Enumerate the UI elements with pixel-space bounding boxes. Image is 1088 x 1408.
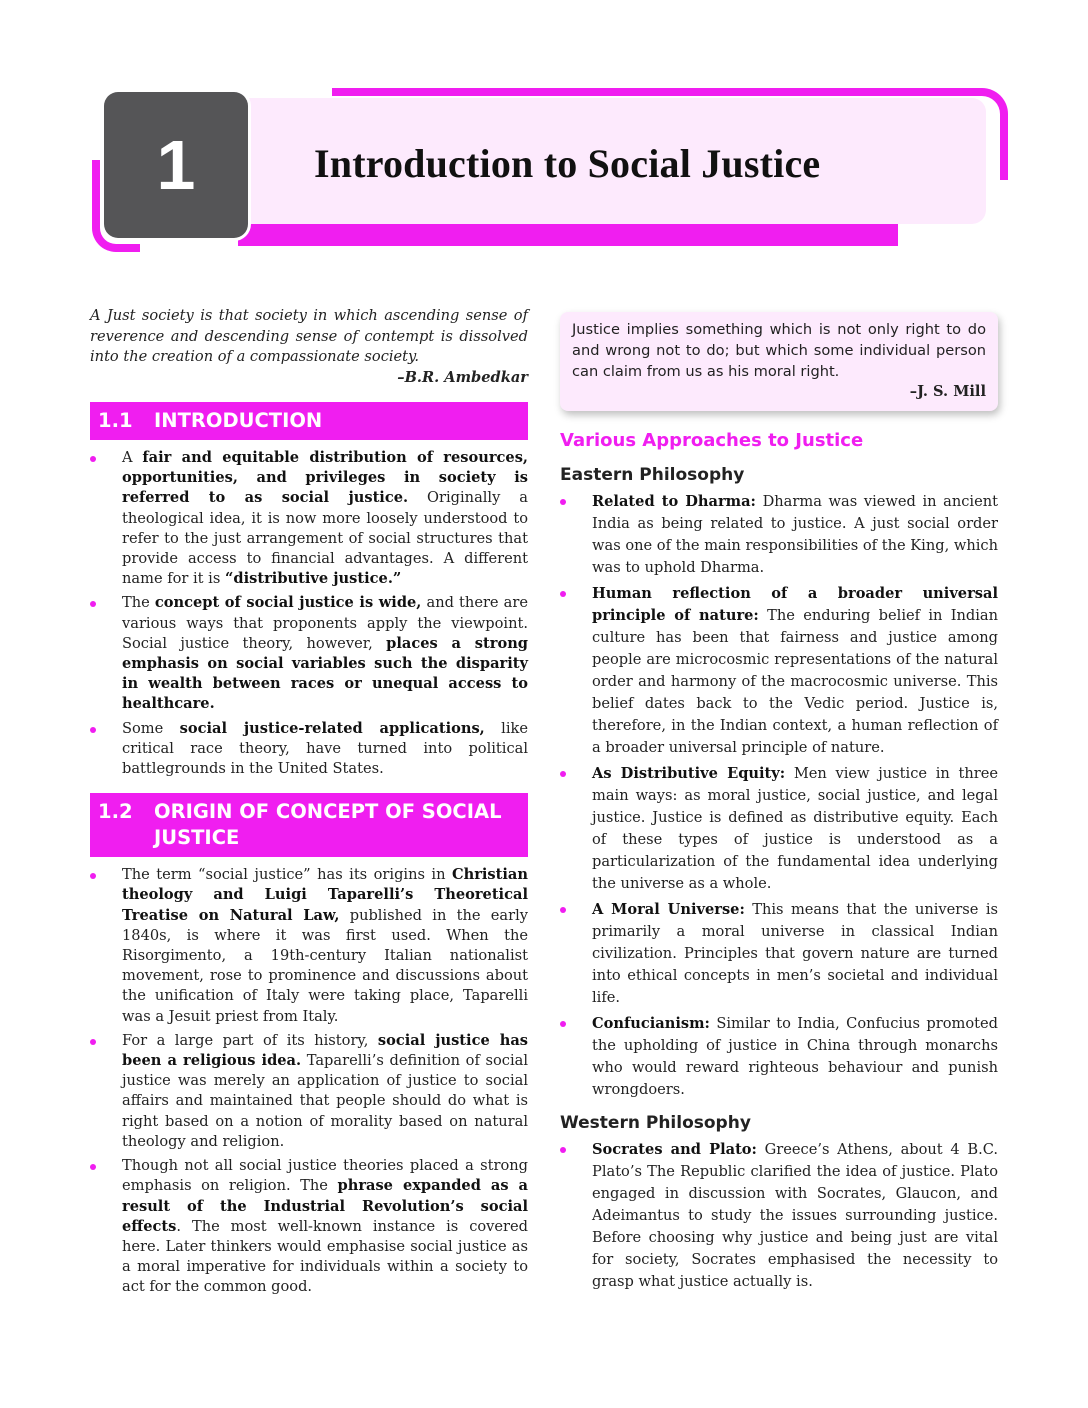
eastern-philosophy-list: [560, 491, 998, 1101]
bullet-dot-icon: [560, 1021, 566, 1027]
bullet-dot-icon: [90, 873, 96, 879]
introduction-list: [90, 448, 528, 779]
list-item: Though not all social justice theories placed a strong emphasis on religion. The phrase expanded as a result of the Industrial Revolution’s social effects. The most well-known instance is covered here. Later thinkers would emphasise social justice as a moral imperative for individuals within a society to act for the common good.: [90, 1156, 528, 1297]
western-philosophy-heading: Western Philosophy: [560, 1113, 751, 1134]
list-item: For a large part of its history, social justice has been a religious idea. Taparelli’s definition of social justice was merely an application of justice to social affairs and maintained that people should do what is right based on a notion of morality based on natural theology and religion.: [90, 1031, 528, 1152]
quote-attribution: –J. S. Mill: [909, 383, 986, 401]
list-item: Some social justice-related applications, like critical race theory, have turned into political battlegrounds in the United States.: [90, 719, 528, 780]
list-item: As Distributive Equity: Men view justice in three main ways: as moral justice, social justice, and legal justice. Justice is defined as distributive equity. Each of these types of justice is understood as a particularization of the fundamental idea underlying the universe as a whole.: [560, 763, 998, 895]
list-item: The concept of social justice is wide, and there are various ways that proponents apply the viewpoint. Social justice theory, however, places a strong emphasis on social variables such the disparity in wealth between races or unequal access to healthcare.: [90, 593, 528, 714]
quote-text: Justice implies something which is not only right to do and wrong not to do; but which some individual person can claim from us as his moral right.: [572, 321, 986, 380]
right-column: [560, 300, 998, 1297]
epigraph: [90, 306, 528, 388]
list-item: Related to Dharma: Dharma was viewed in ancient India as being related to justice. A just social order was one of the main responsibilities of the King, which was to uphold Dharma.: [560, 491, 998, 579]
bullet-dot-icon: [560, 771, 566, 777]
epigraph-text: A Just society is that society in which ascending sense of reverence and descending sense of contempt is dissolved into the creation of a compassionate society.: [90, 307, 528, 365]
western-philosophy-list: [560, 1139, 998, 1293]
bullet-dot-icon: [560, 1147, 566, 1153]
list-item: A fair and equitable distribution of resources, opportunities, and privileges in society is referred to as social justice. Originally a theological idea, it is now more loosely understood to refer to the just arrangement of social structures that provide access to financial advantages. A different name for it is “distributive justice.”: [90, 448, 528, 589]
list-item: Human reflection of a broader universal principle of nature: The enduring belief in Indian culture has been that fairness and justice among people are microcosmic representations of the natural order and harmony of the macrocosmic universe. This belief dates back to the Vedic period. Justice is, therefore, in the Indian context, a human reflection of a broader universal principle of nature.: [560, 583, 998, 759]
section-title: INTRODUCTION: [154, 409, 323, 432]
bullet-dot-icon: [90, 456, 96, 462]
left-column: [90, 300, 528, 1302]
approaches-heading: Various Approaches to Justice: [560, 430, 864, 452]
chapter-title: Introduction to Social Justice: [314, 141, 821, 186]
bullet-dot-icon: [560, 907, 566, 913]
list-item: Confucianism: Similar to India, Confucius promoted the upholding of justice in China through monarchs who would reward righteous behaviour and punish wrongdoers.: [560, 1013, 998, 1101]
section-heading-origin: [90, 793, 528, 857]
bullet-dot-icon: [560, 499, 566, 505]
list-item: The term “social justice” has its origins in Christian theology and Luigi Taparelli’s Theoretical Treatise on Natural Law, published in the early 1840s, is where it was first used. When the Risorgimento, a 19th-century Italian nationalist movement, rose to prominence and discussions about the unification of Italy were taking place, Taparelli was a Jesuit priest from Italy.: [90, 865, 528, 1027]
header-underbar: [238, 224, 898, 246]
chapter-number: 1: [104, 92, 248, 238]
bullet-dot-icon: [90, 727, 96, 733]
section-heading-introduction: [90, 402, 528, 440]
section-number: 1.1: [98, 409, 133, 432]
bullet-dot-icon: [560, 591, 566, 597]
bullet-dot-icon: [90, 1039, 96, 1045]
section-number: 1.2: [98, 800, 133, 824]
list-item: A Moral Universe: This means that the universe is primarily a moral universe in classical Indian civilization. Principles that govern nature are turned into ethical concepts in men’s societal and individual life.: [560, 899, 998, 1009]
bullet-dot-icon: [90, 1164, 96, 1170]
list-item: Socrates and Plato: Greece’s Athens, about 4 B.C. Plato’s The Republic clarified the idea of justice. Plato engaged in discussion with Socrates, Glaucon, and Adeimantus to study the issues surrounding justice. Before choosing why justice and being just are vital for society, Socrates emphasised the necessity to grasp what justice actually is.: [560, 1139, 998, 1293]
quote-box: [560, 312, 998, 411]
section-title: ORIGIN OF CONCEPT OF SOCIAL JUSTICE: [154, 800, 502, 850]
origin-list: [90, 865, 528, 1297]
eastern-philosophy-heading: Eastern Philosophy: [560, 465, 745, 486]
epigraph-attribution: –B.R. Ambedkar: [397, 368, 528, 386]
bullet-dot-icon: [90, 601, 96, 607]
